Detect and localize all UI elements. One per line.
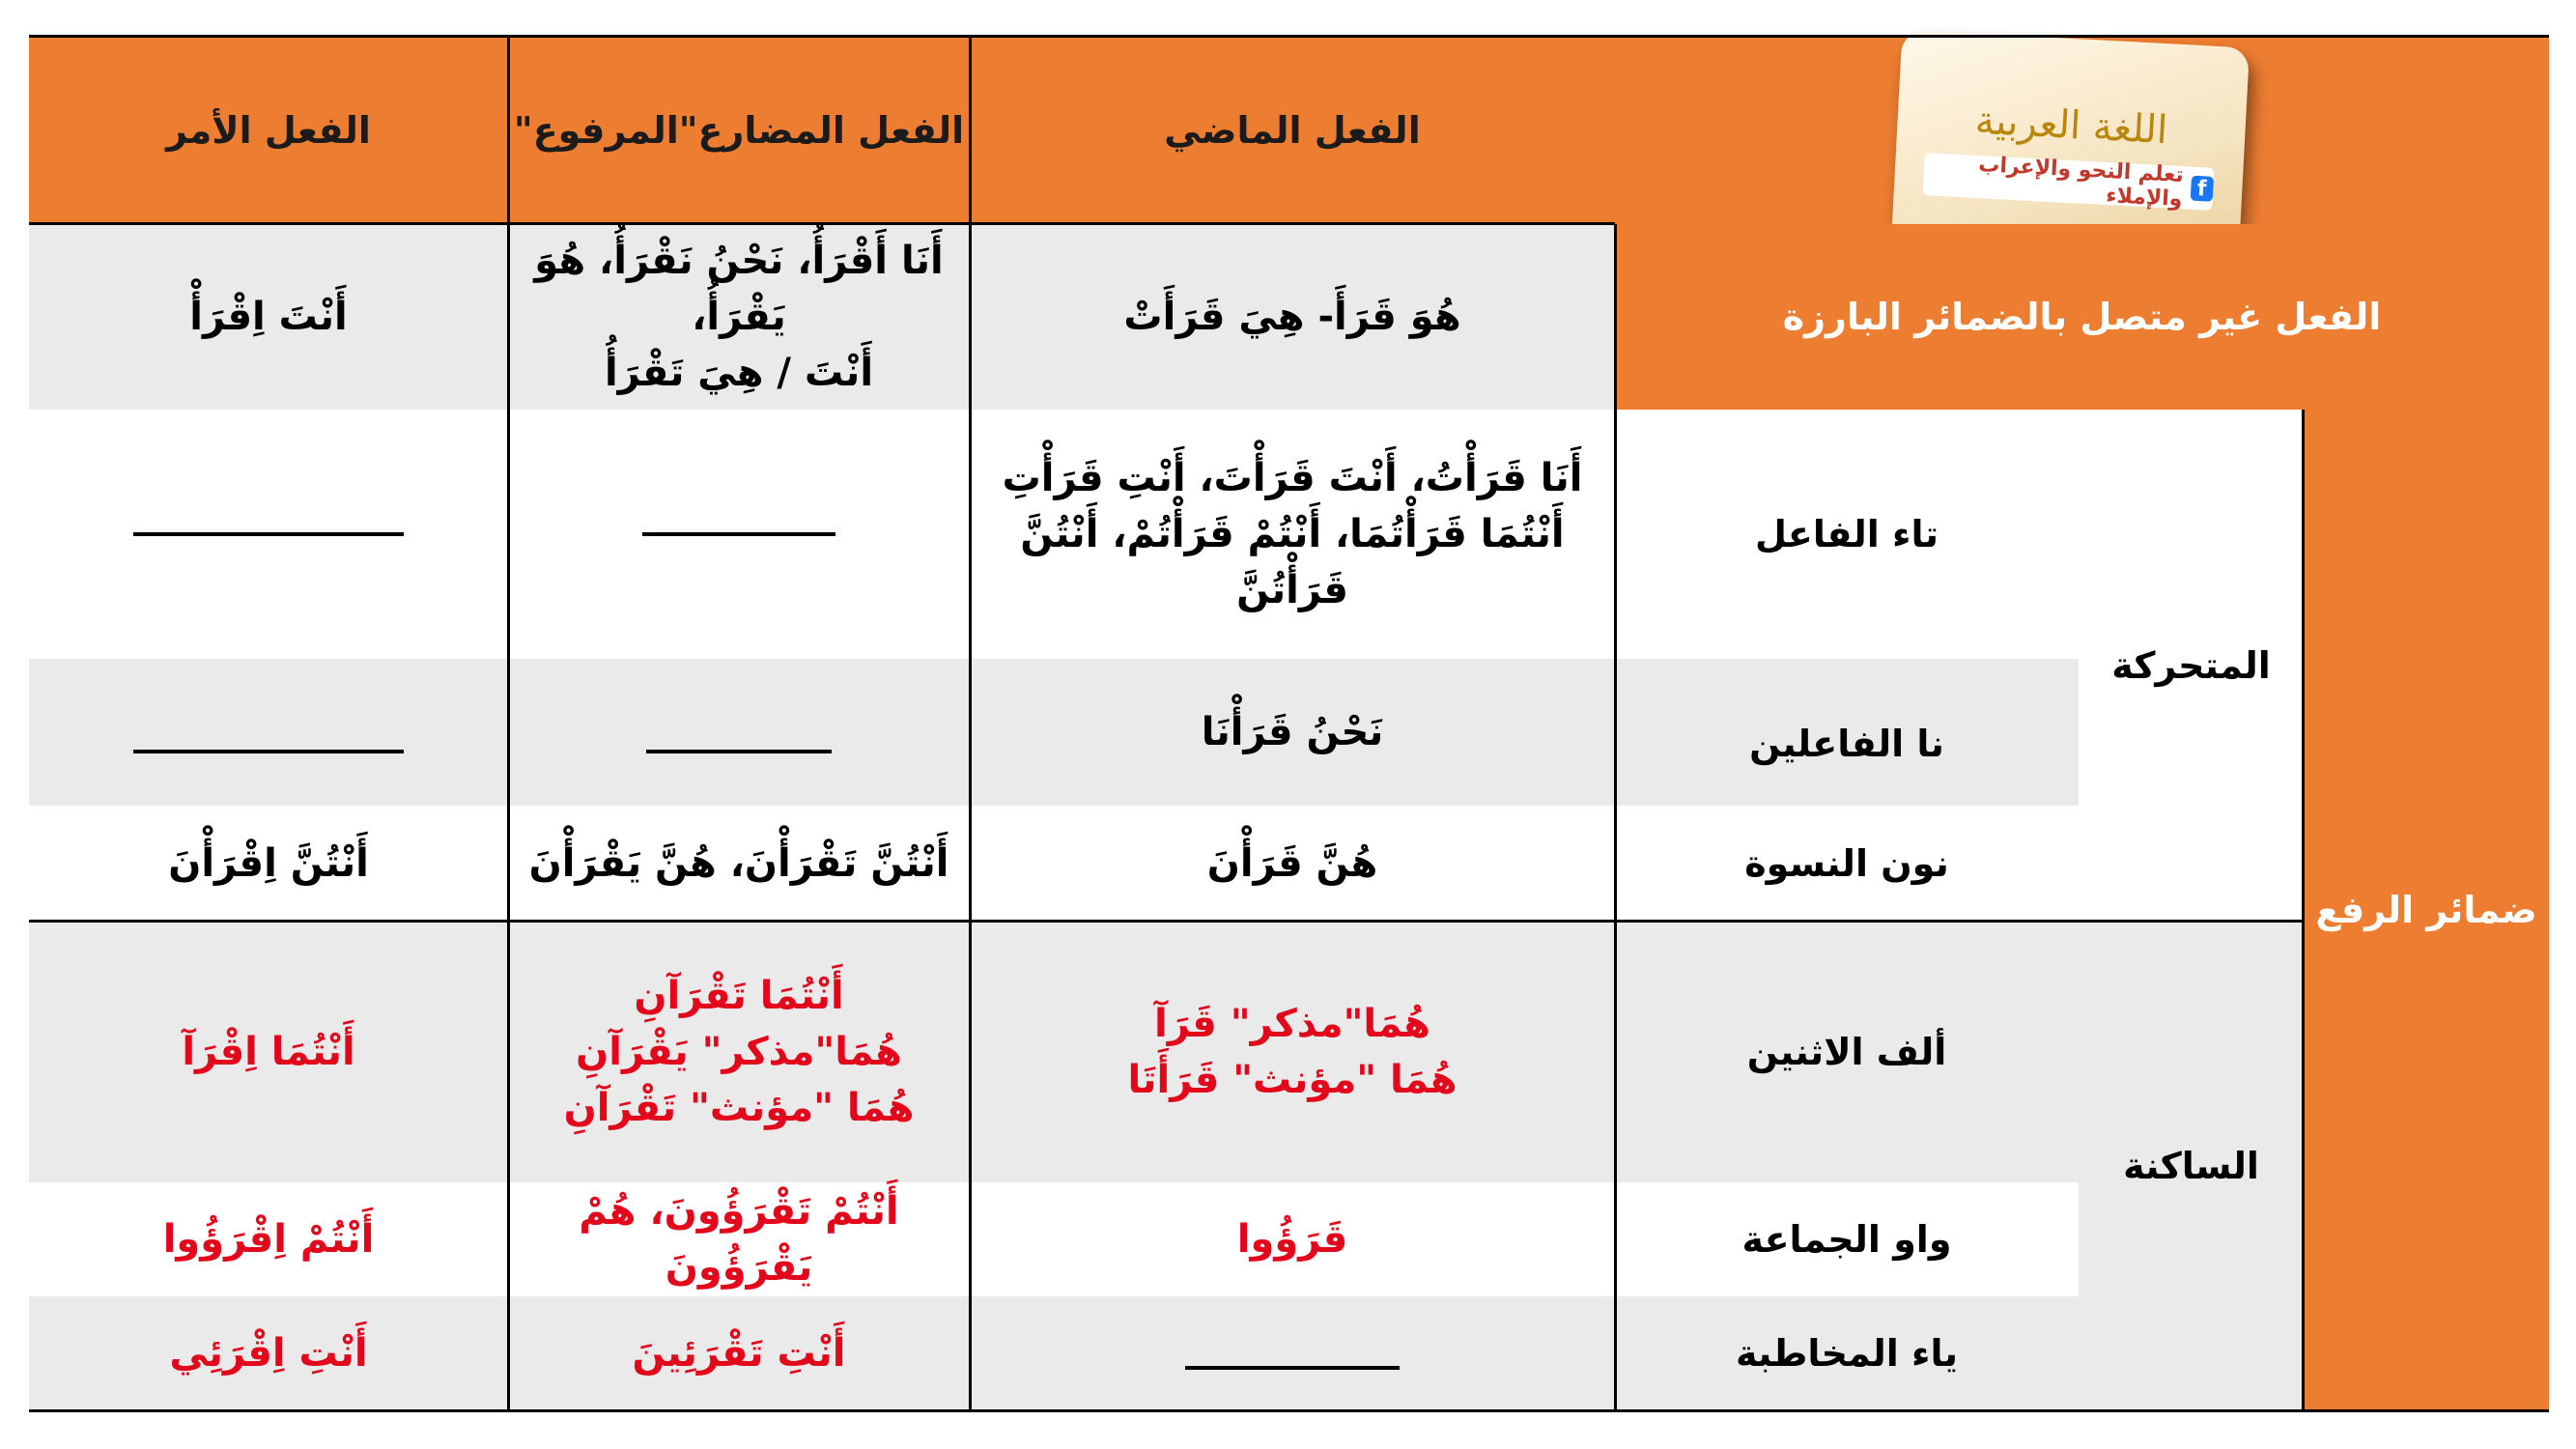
header-mudari (508, 37, 970, 224)
taa-mudari (508, 410, 970, 659)
logo-tagline: تعلم النحو والإعراب والإملاء (1977, 153, 2185, 213)
group-raf (2304, 410, 2549, 1410)
alif-amr-text: أَنْتُمَا اِقْرَآ (182, 1030, 355, 1074)
alif-madi-line1: هُمَا"مذكر" قَرَآ (1154, 1002, 1430, 1046)
rule-col-1 (507, 35, 510, 1412)
header-amr-text: الفعل الأمر (166, 109, 371, 152)
blank-line (642, 532, 835, 536)
waw-mudari (508, 1182, 970, 1296)
unattached-amr (29, 224, 508, 410)
group-mutaharrika-text: المتحركة (2111, 644, 2271, 687)
unattached-madi (970, 224, 1615, 410)
taa-amr (29, 410, 508, 659)
yaa-label (1615, 1296, 2079, 1410)
noon-mudari-text: أَنْتُنَّ تَقْرَأْنَ، هُنَّ يَقْرَأْنَ (528, 841, 949, 886)
unattached-mudari-line1: أَنَا أَقْرَأُ، نَحْنُ نَقْرَأُ، هُوَ يَقْرَأُ، (534, 239, 944, 339)
logo-emblem: اللغة العربية (1973, 98, 2169, 154)
yaa-madi (970, 1296, 1615, 1410)
yaa-mudari (508, 1296, 970, 1410)
alif-mudari-line2: هُمَا"مذكر" يَقْرَآنِ (576, 1030, 902, 1074)
yaa-mudari-text: أَنْتِ تَقْرَئِينَ (632, 1331, 846, 1376)
rule-col-4 (2302, 410, 2305, 1412)
alif-mudari-line3: هُمَا "مؤنث" تَقْرَآنِ (563, 1086, 915, 1130)
waw-label-text: واو الجماعة (1741, 1218, 1952, 1261)
rule-top (29, 35, 2549, 38)
rule-col-3 (1614, 224, 1617, 1412)
naa-madi-text: نَحْنُ قَرَأْنَا (1201, 710, 1384, 754)
taa-label (1615, 410, 2079, 659)
waw-label (1615, 1182, 2079, 1296)
waw-madi-text: قَرَؤُوا (1236, 1217, 1348, 1262)
alif-madi-line2: هُمَا "مؤنث" قَرَأَتَا (1127, 1058, 1458, 1102)
noon-mudari (508, 806, 970, 922)
naa-amr (29, 659, 508, 806)
naa-madi (970, 659, 1615, 806)
noon-label (1615, 806, 2079, 922)
waw-amr (29, 1182, 508, 1296)
group-sakina (2079, 922, 2304, 1410)
alif-mudari-line1: أَنْتُمَا تَقْرَآنِ (634, 974, 844, 1018)
header-amr (29, 37, 508, 224)
rule-header-bottom (29, 222, 1615, 225)
taa-madi-line1: أَنَا قَرَأْتُ، أَنْتَ قَرَأْتَ، أَنْتِ قَرَأْتِ (1002, 456, 1583, 500)
noon-amr (29, 806, 508, 922)
unattached-label-text: الفعل غير متصل بالضمائر البارزة (1782, 296, 2382, 338)
waw-amr-text: أَنْتُمْ اِقْرَؤُوا (162, 1217, 375, 1262)
header-madi-text: الفعل الماضي (1164, 109, 1421, 152)
facebook-icon: f (2190, 176, 2214, 202)
rule-col-2 (969, 35, 972, 1412)
alif-label (1615, 922, 2079, 1182)
noon-amr-text: أَنْتُنَّ اِقْرَأْنَ (168, 841, 369, 886)
blank-line (133, 750, 404, 753)
group-mutaharrika (2079, 410, 2304, 922)
noon-madi (970, 806, 1615, 922)
group-raf-text: ضمائر الرفع (2315, 889, 2537, 931)
alif-madi (970, 922, 1615, 1182)
taa-label-text: تاء الفاعل (1755, 513, 1939, 555)
unattached-label (1615, 224, 2549, 410)
logo-band (1923, 153, 2215, 211)
naa-mudari (508, 659, 970, 806)
naa-label-text: نا الفاعلين (1749, 723, 1944, 765)
blank-line (133, 532, 404, 536)
unattached-madi-text: هُوَ قَرَأَ- هِيَ قَرَأَتْ (1123, 295, 1461, 339)
group-sakina-text: الساكنة (2123, 1145, 2259, 1187)
header-mudari-text: الفعل المضارع"المرفوع" (513, 109, 965, 152)
waw-mudari-text: أَنْتُمْ تَقْرَؤُونَ، هُمْ يَقْرَؤُونَ (579, 1189, 899, 1290)
yaa-amr (29, 1296, 508, 1410)
naa-label (1615, 659, 2079, 806)
taa-madi (970, 410, 1615, 659)
yaa-amr-text: أَنْتِ اِقْرَئِي (169, 1331, 368, 1376)
unattached-mudari (508, 224, 970, 410)
yaa-label-text: ياء المخاطبة (1736, 1332, 1958, 1375)
noon-label-text: نون النسوة (1744, 842, 1949, 885)
taa-madi-line2: أَنْتُمَا قَرَأْتُمَا، أَنْتُمْ قَرَأْتُمْ، أَنْتُنَّ قَرَأْتُنَّ (1020, 512, 1565, 612)
rule-bottom (29, 1409, 2549, 1412)
waw-madi (970, 1182, 1615, 1296)
unattached-mudari-line2: أَنْتَ / هِيَ تَقْرَأُ (604, 351, 874, 395)
alif-amr (29, 922, 508, 1182)
unattached-amr-text: أَنْتَ اِقْرَأْ (189, 295, 348, 339)
blank-line (1185, 1366, 1400, 1370)
header-madi-area (970, 37, 2549, 224)
rule-mid (29, 920, 2304, 923)
alif-mudari (508, 922, 970, 1182)
blank-line (646, 750, 832, 753)
noon-madi-text: هُنَّ قَرَأْنَ (1206, 841, 1378, 886)
alif-label-text: ألف الاثنين (1746, 1031, 1947, 1073)
